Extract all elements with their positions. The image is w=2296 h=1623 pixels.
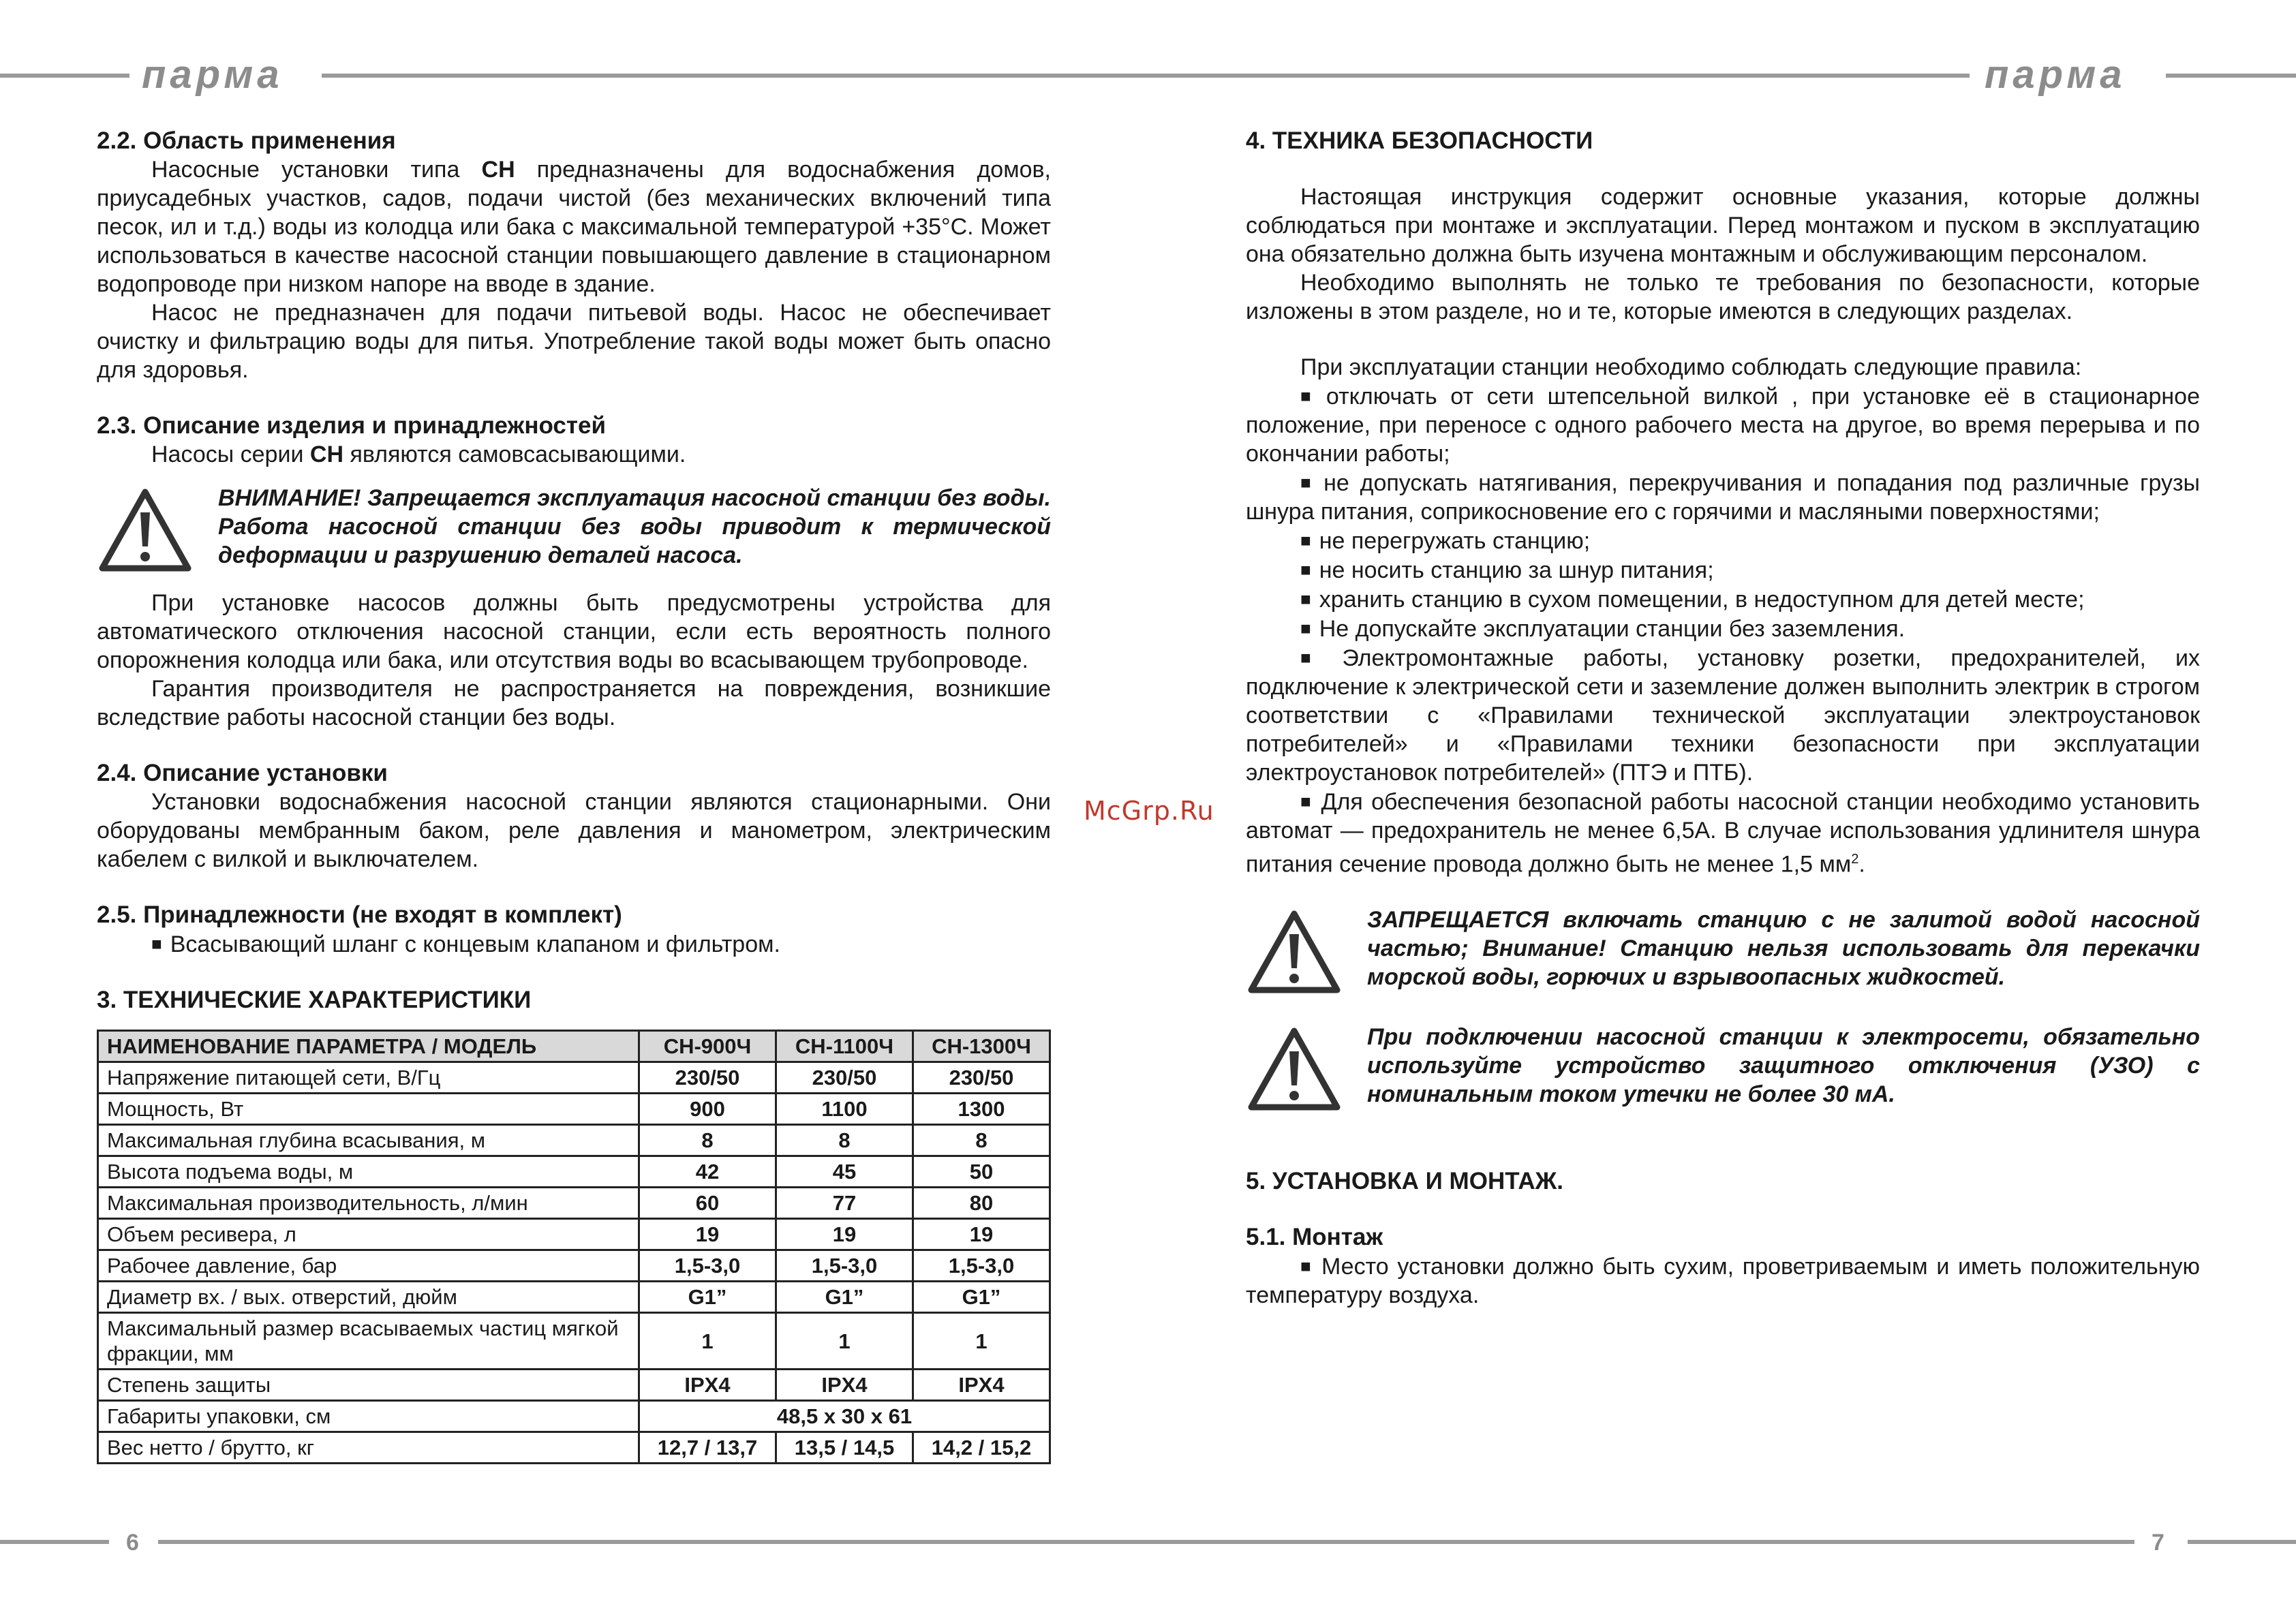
table-row — [98, 1219, 1050, 1250]
header-rule-left — [0, 74, 129, 78]
spec-value: G1” — [639, 1282, 776, 1313]
spec-param-label: Максимальная производительность, л/мин — [98, 1188, 639, 1219]
table-row — [98, 1401, 1050, 1432]
section-2-2-paragraph-1: Насосные установки типа CH предназначены для водоснабжения домов, приусадебных участков, садов, подачи чистой (без механических включений типа песок, ил и т.д.) воды из колодца или бака с максимальной температурой +35°С. Может использоваться в качестве насосной станции повышающего давление в стационарном водопроводе при низком напоре на вводе в здание. — [97, 157, 1051, 297]
warning-triangle-icon — [1246, 906, 1348, 995]
warning-dry-run — [1246, 906, 2200, 995]
warning-no-water — [97, 484, 1051, 574]
spec-value: IPX4 — [776, 1370, 913, 1401]
left-column — [97, 127, 1051, 1464]
section-2-4-paragraph-1: Установки водоснабжения насосной станции являются стационарными. Они оборудованы мембранным баком, реле давления и манометром, электрическим кабелем с вилкой и выключателем. — [97, 789, 1051, 872]
spec-value: 80 — [913, 1188, 1050, 1219]
spec-param-label: Максимальная глубина всасывания, м — [98, 1125, 639, 1156]
table-row — [98, 1432, 1050, 1464]
spec-param-label: Напряжение питающей сети, В/Гц — [98, 1062, 639, 1094]
table-row — [98, 1062, 1050, 1094]
spec-value: 1 — [776, 1313, 913, 1370]
spec-header-model-1: СН-900Ч — [639, 1031, 776, 1062]
table-row — [98, 1370, 1050, 1401]
spec-value: 1,5-3,0 — [776, 1250, 913, 1282]
spec-param-label: Степень защиты — [98, 1370, 639, 1401]
watermark-text: McGrp.Ru — [1084, 796, 1214, 826]
list-item: ■ не перегружать станцию; — [1246, 526, 2200, 555]
section-2-3-paragraph-2: При установке насосов должны быть предусмотрены устройства для автоматического отключения насосной станции, если есть вероятность полного опорожнения колодца или бака, или отсутствия воды во всасывающем трубопроводе. — [97, 590, 1051, 673]
spec-param-label: Высота подъема воды, м — [98, 1156, 639, 1188]
list-item: ■ Не допускайте эксплуатации станции без заземления. — [1246, 614, 2200, 643]
spec-value: IPX4 — [639, 1370, 776, 1401]
spec-value: 50 — [913, 1156, 1050, 1188]
spec-value: 1,5-3,0 — [913, 1250, 1050, 1282]
section-5-title: 5. УСТАНОВКА И МОНТАЖ. — [1246, 1168, 1564, 1195]
footer-rule-right — [2188, 1540, 2296, 1544]
spec-value: 230/50 — [913, 1062, 1050, 1094]
spec-value: 48,5 х 30 х 61 — [639, 1401, 1050, 1432]
spec-param-label: Габариты упаковки, см — [98, 1401, 639, 1432]
list-item: ■ отключать от сети штепсельной вилкой , при установке её в стационарное положение, при переносе с одного рабочего места на другое, во время перерыва и по окончании работы; — [1246, 382, 2200, 468]
spec-value: 1,5-3,0 — [639, 1250, 776, 1282]
page-number-left: 6 — [126, 1530, 139, 1556]
list-item: ■ Место установки должно быть сухим, проветриваемым и иметь положительную температуру воздуха. — [1246, 1252, 2200, 1310]
spec-value: 1 — [639, 1313, 776, 1370]
spec-value: 230/50 — [639, 1062, 776, 1094]
spec-header-parameter: НАИМЕНОВАНИЕ ПАРАМЕТРА / МОДЕЛЬ — [98, 1031, 639, 1062]
section-4-title: 4. ТЕХНИКА БЕЗОПАСНОСТИ — [1246, 127, 1593, 154]
spec-header-model-3: СН-1300Ч — [913, 1031, 1050, 1062]
warning-triangle-icon — [97, 484, 199, 574]
table-row — [98, 1250, 1050, 1282]
list-item: ■ не допускать натягивания, перекручивания и попадания под различные грузы шнура питания, соприкосновение его с горячими и масляными поверхностями; — [1246, 468, 2200, 526]
table-row — [98, 1188, 1050, 1219]
section-3-title: 3. ТЕХНИЧЕСКИЕ ХАРАКТЕРИСТИКИ — [97, 987, 532, 1013]
spec-value: G1” — [776, 1282, 913, 1313]
list-item: ■ Электромонтажные работы, установку розетки, предохранителей, их подключение к электрической сети и заземление должен выполнить электрик в строгом соответствии с «Правилами технической эксплуатации электроустановок потребителей» и «Правилами техники безопасности при эксплуатации электроустановок потребителей» (ПТЭ и ПТБ). — [1246, 643, 2200, 787]
section-2-3-paragraph-1: Насосы серии CH являются самовсасывающими. — [151, 442, 686, 467]
spec-value: 77 — [776, 1188, 913, 1219]
spec-value: 1 — [913, 1313, 1050, 1370]
list-item: ■ не носить станцию за шнур питания; — [1246, 555, 2200, 585]
spec-value: 19 — [776, 1219, 913, 1250]
warning-rcd — [1246, 1023, 2200, 1113]
spec-param-label: Объем ресивера, л — [98, 1219, 639, 1250]
warning-triangle-icon — [1246, 1023, 1348, 1113]
spec-value: 12,7 / 13,7 — [639, 1432, 776, 1464]
table-row — [98, 1156, 1050, 1188]
spec-value: 8 — [776, 1125, 913, 1156]
spec-value: 14,2 / 15,2 — [913, 1432, 1050, 1464]
page-number-right: 7 — [2152, 1530, 2164, 1556]
warning-dry-run-text: ЗАПРЕЩАЕТСЯ включать станцию с не залитой водой насосной частью; Внимание! Станцию нельзя использовать для перекачки морской воды, горючих и взрывоопасных жидкостей. — [1367, 907, 2200, 991]
warning-rcd-text: При подключении насосной станции к электросети, обязательно используйте устройство защитного отключения (УЗО) с номинальным током утечки не более 30 мА. — [1367, 1024, 2200, 1108]
section-2-2-paragraph-2: Насос не предназначен для подачи питьевой воды. Насос не обеспечивает очистку и фильтрацию воды для питья. Употребление такой воды может быть опасно для здоровья. — [97, 300, 1051, 383]
footer-rule-left — [0, 1540, 109, 1544]
spec-param-label: Диаметр вх. / вых. отверстий, дюйм — [98, 1282, 639, 1313]
footer-rule-middle — [158, 1540, 2134, 1544]
spec-value: 19 — [639, 1219, 776, 1250]
spec-table — [97, 1030, 1051, 1464]
spec-value: 45 — [776, 1156, 913, 1188]
section-2-4-title: 2.4. Описание установки — [97, 760, 388, 786]
header-rule-right — [2166, 74, 2296, 78]
section-4-paragraph-2: Необходимо выполнять не только те требования по безопасности, которые изложены в этом разделе, но и те, которые имеются в следующих разделах. — [1246, 270, 2200, 324]
section-2-5-title: 2.5. Принадлежности (не входят в комплект) — [97, 901, 622, 928]
spec-value: 230/50 — [776, 1062, 913, 1094]
header-rule-middle — [322, 74, 1970, 78]
spec-value: IPX4 — [913, 1370, 1050, 1401]
section-4-paragraph-1: Настоящая инструкция содержит основные указания, которые должны соблюдаться при монтаже и эксплуатации. Перед монтажом и пуском в эксплуатацию она обязательно должна быть изучена монтажным и обслуживающим персоналом. — [1246, 184, 2200, 267]
spec-value: 8 — [639, 1125, 776, 1156]
warning-no-water-text: ВНИМАНИЕ! Запрещается эксплуатация насосной станции без воды. Работа насосной станции без воды приводит к термической деформации и разрушению деталей насоса. — [218, 485, 1051, 568]
spec-param-label: Мощность, Вт — [98, 1094, 639, 1125]
spec-value: 1300 — [913, 1094, 1050, 1125]
spec-value: 13,5 / 14,5 — [776, 1432, 913, 1464]
spec-value: 42 — [639, 1156, 776, 1188]
spec-table-header-row — [98, 1031, 1050, 1062]
section-2-3-paragraph-3: Гарантия производителя не распространяется на повреждения, возникшие вследствие работы насосной станции без воды. — [97, 676, 1051, 730]
list-item: ■ Для обеспечения безопасной работы насосной станции необходимо установить автомат — предохранитель не менее 6,5А. В случае использования удлинителя шнура питания сечение провода должно быть не менее 1,5 $мм^2$. — [1246, 787, 2200, 878]
table-row — [98, 1313, 1050, 1370]
section-2-2-title: 2.2. Область применения — [97, 127, 396, 154]
spec-value: 8 — [913, 1125, 1050, 1156]
section-2-3-title: 2.3. Описание изделия и принадлежностей — [97, 412, 607, 439]
spec-value: 1100 — [776, 1094, 913, 1125]
spec-value: G1” — [913, 1282, 1050, 1313]
list-item: ■ хранить станцию в сухом помещении, в недоступном для детей месте; — [1246, 585, 2200, 614]
table-row — [98, 1282, 1050, 1313]
spec-param-label: Максимальный размер всасываемых частиц мягкой фракции, мм — [98, 1313, 639, 1370]
spec-param-label: Вес нетто / брутто, кг — [98, 1432, 639, 1464]
spec-value: 19 — [913, 1219, 1050, 1250]
right-column — [1246, 127, 2200, 1310]
spec-header-model-2: СН-1100Ч — [776, 1031, 913, 1062]
accessory-list-item: ■ Всасывающий шланг с концевым клапаном и фильтром. — [97, 929, 1051, 959]
spec-value: 60 — [639, 1188, 776, 1219]
table-row — [98, 1094, 1050, 1125]
spec-param-label: Рабочее давление, бар — [98, 1250, 639, 1282]
brand-logo-right: парма — [1985, 52, 2126, 97]
table-row — [98, 1125, 1050, 1156]
section-5-1-title: 5.1. Монтаж — [1246, 1224, 1383, 1251]
brand-logo-left: парма — [142, 52, 284, 97]
section-4-paragraph-3: При эксплуатации станции необходимо соблюдать следующие правила: — [1300, 354, 2082, 380]
spec-value: 900 — [639, 1094, 776, 1125]
